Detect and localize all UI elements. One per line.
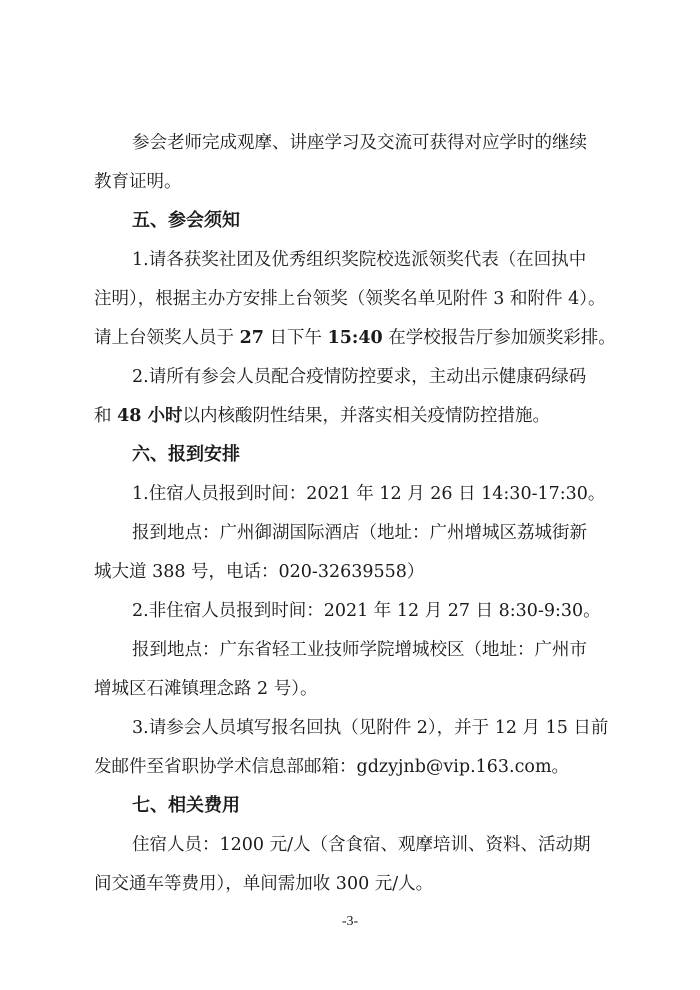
section-heading-6: 六、报到安排	[132, 444, 240, 465]
paragraph-line: 教育证明。	[94, 172, 182, 192]
section-heading-7: 七、相关费用	[132, 795, 240, 816]
paragraph-line: 发邮件至省职协学术信息部邮箱：gdzyjnb@vip.163.com。	[94, 757, 570, 777]
page-number: -3-	[341, 914, 359, 929]
bold-time: 15:40	[327, 328, 383, 348]
bold-hours: 48 小时	[117, 406, 183, 426]
paragraph-line	[94, 404, 550, 428]
text-span: 日下午	[263, 328, 328, 348]
paragraph-line: 3.请参会人员填写报名回执（见附件 2），并于 12 月 15 日前	[132, 718, 609, 738]
paragraph-line: 报到地点：广州御湖国际酒店（地址：广州增城区荔城街新	[132, 523, 587, 543]
paragraph-line	[94, 326, 616, 350]
paragraph-line: 1.请各获奖社团及优秀组织奖院校选派领奖代表（在回执中	[132, 250, 587, 270]
paragraph-line: 增城区石滩镇理念路 2 号）。	[94, 679, 318, 699]
paragraph-line: 1.住宿人员报到时间：2021 年 12 月 26 日 14:30-17:30。	[132, 484, 606, 504]
bold-date: 27	[239, 328, 264, 348]
paragraph-line: 2.请所有参会人员配合疫情防控要求，主动出示健康码绿码	[132, 367, 587, 387]
paragraph-line: 参会老师完成观摩、讲座学习及交流可获得对应学时的继续	[132, 133, 587, 153]
paragraph-line: 住宿人员：1200 元/人（含食宿、观摩培训、资料、活动期	[132, 835, 591, 855]
paragraph-line: 注明），根据主办方安排上台领奖（领奖名单见附件 3 和附件 4）。	[94, 289, 606, 309]
paragraph-line: 报到地点：广东省轻工业技师学院增城校区（地址：广州市	[132, 640, 587, 660]
paragraph-line: 2.非住宿人员报到时间：2021 年 12 月 27 日 8:30-9:30。	[132, 601, 601, 621]
paragraph-line: 城大道 388 号，电话：020-32639558）	[94, 562, 425, 582]
paragraph-line: 间交通车等费用），单间需加收 300 元/人。	[94, 874, 434, 894]
text-span: 和	[94, 406, 118, 426]
section-heading-5: 五、参会须知	[132, 210, 240, 231]
text-span: 请上台领奖人员于	[94, 328, 240, 348]
text-span: 在学校报告厅参加颁奖彩排。	[382, 328, 616, 348]
text-span: 以内核酸阴性结果，并落实相关疫情防控措施。	[182, 406, 551, 426]
